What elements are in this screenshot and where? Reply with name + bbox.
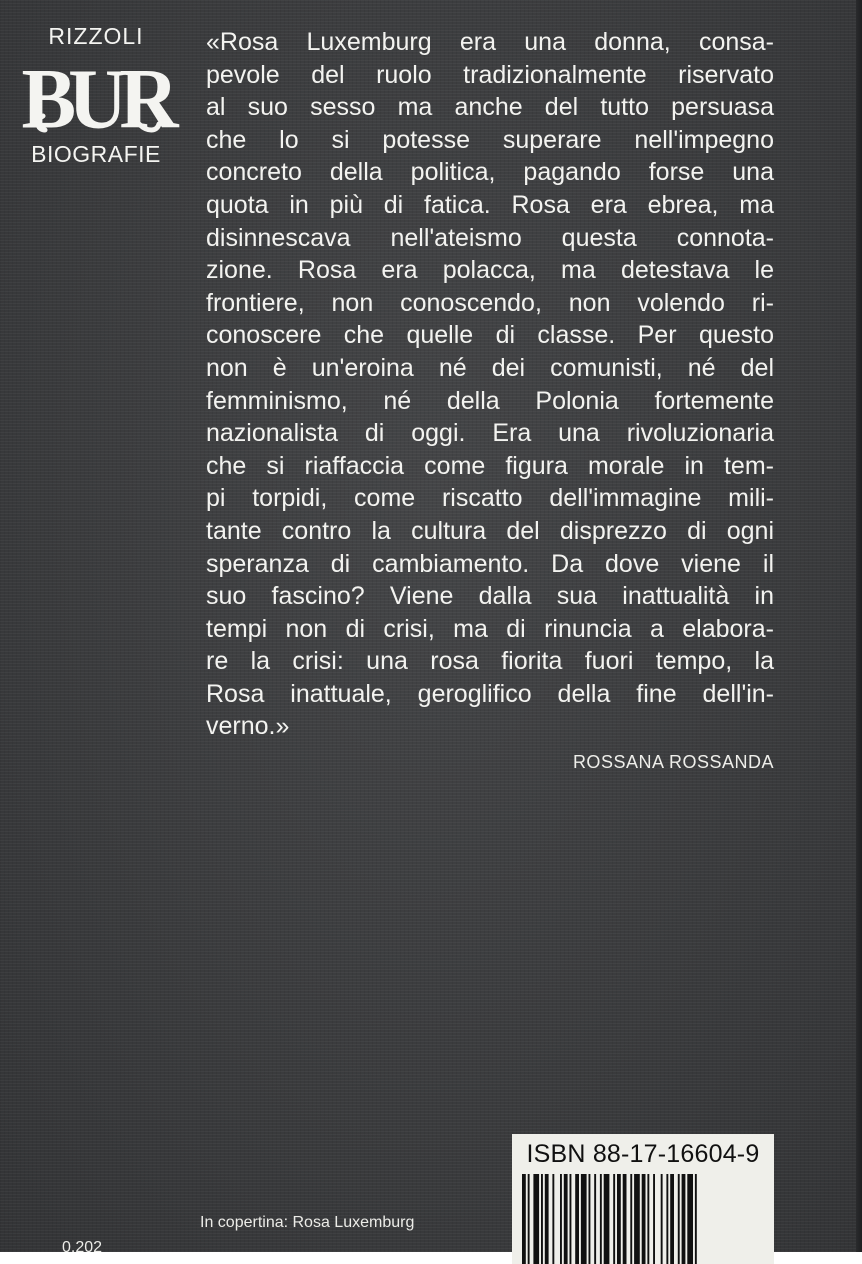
barcode-bar [630,1174,632,1264]
barcode-bar [564,1174,568,1264]
quote-line: non è un'eroina né dei comunisti, né del [206,353,774,382]
cover-credit: In copertina: Rosa Luxemburg [200,1214,415,1231]
quote-line: speranza di cambiamento. Da dove viene il [206,549,774,578]
quote-line: suo fascino? Viene dalla sua inattualità in [206,582,774,611]
bur-logo-icon [21,51,171,148]
barcode-bar [634,1174,640,1264]
quote-line: al suo sesso ma anche del tutto persuasa [206,93,774,122]
quote-line: conoscere che quelle di classe. Per questo [206,321,774,350]
barcode-bar [647,1174,649,1264]
barcode-bar [570,1174,572,1264]
isbn-panel [512,1134,774,1264]
barcode-bar [594,1174,596,1264]
quote-line: concreto della politica, pagando forse una [206,158,774,187]
barcode-bar [560,1174,562,1264]
barcode-bar [642,1174,646,1264]
barcode-bar [678,1174,680,1264]
barcode-icon [520,1174,766,1264]
barcode-bar [661,1174,663,1264]
quote-line: verno.» [206,712,290,741]
barcode-bar [581,1174,587,1264]
barcode-bar [670,1174,674,1264]
barcode-bar [687,1174,693,1264]
barcode-bar [653,1174,655,1264]
quote-line: pi torpidi, come riscatto dell'immagine mili- [206,484,774,513]
barcode-bar [533,1174,539,1264]
barcode-bar [541,1174,543,1264]
bur-logo-text: BUR [21,51,171,148]
quote-author: ROSSANA ROSSANDA [572,752,774,772]
isbn-number: ISBN 88-17-16604-9 [526,1140,760,1168]
barcode-bar [552,1174,554,1264]
barcode-bar [575,1174,579,1264]
quote-line: frontiere, non conoscendo, non volendo ri- [206,288,774,317]
series-name: BIOGRAFIE [31,141,161,167]
quote-line: quota in più di fatica. Rosa era ebrea, ma [206,190,774,219]
quote-line: nazionalista di oggi. Era una rivoluzionaria [206,419,774,448]
barcode-bar [613,1174,615,1264]
quote-line: pevole del ruolo tradizionalmente riservato [206,60,774,89]
barcode-bar [600,1174,602,1264]
quote-line: che lo si potesse superare nell'impegno [206,125,774,154]
barcode-bar [617,1174,621,1264]
barcode-bar [695,1174,697,1264]
publisher-name: RIZZOLI [48,23,144,49]
quote-line: femminismo, né della Polonia fortemente [206,386,774,415]
barcode-bar [545,1174,549,1264]
quote-line: disinnescava nell'ateismo questa connota- [206,223,774,252]
quote-line: tante contro la cultura del disprezzo di ogni [206,516,774,545]
quote-line: zione. Rosa era polacca, ma detestava le [206,256,774,285]
cover-spine-edge [856,0,862,1252]
quote-line: Rosa inattuale, geroglifico della fine dell'in- [206,679,774,708]
barcode-bar [682,1174,686,1264]
quote-line: «Rosa Luxemburg era una donna, consa- [206,28,774,56]
barcode-bar [528,1174,530,1264]
barcode-bar [623,1174,627,1264]
barcode-bar [589,1174,591,1264]
barcode-bar [522,1174,526,1264]
catalog-code: 0.202 [62,1239,103,1256]
quote-line: che si riaffaccia come figura morale in tem- [206,451,774,480]
quote-line: tempi non di crisi, ma di rinuncia a elabora- [206,614,774,643]
quote-line: re la crisi: una rosa fiorita fuori tempo, la [206,647,774,676]
barcode-bar [666,1174,668,1264]
barcode-bar [604,1174,610,1264]
quote-text [206,26,774,743]
publisher-logo-block [16,22,176,168]
